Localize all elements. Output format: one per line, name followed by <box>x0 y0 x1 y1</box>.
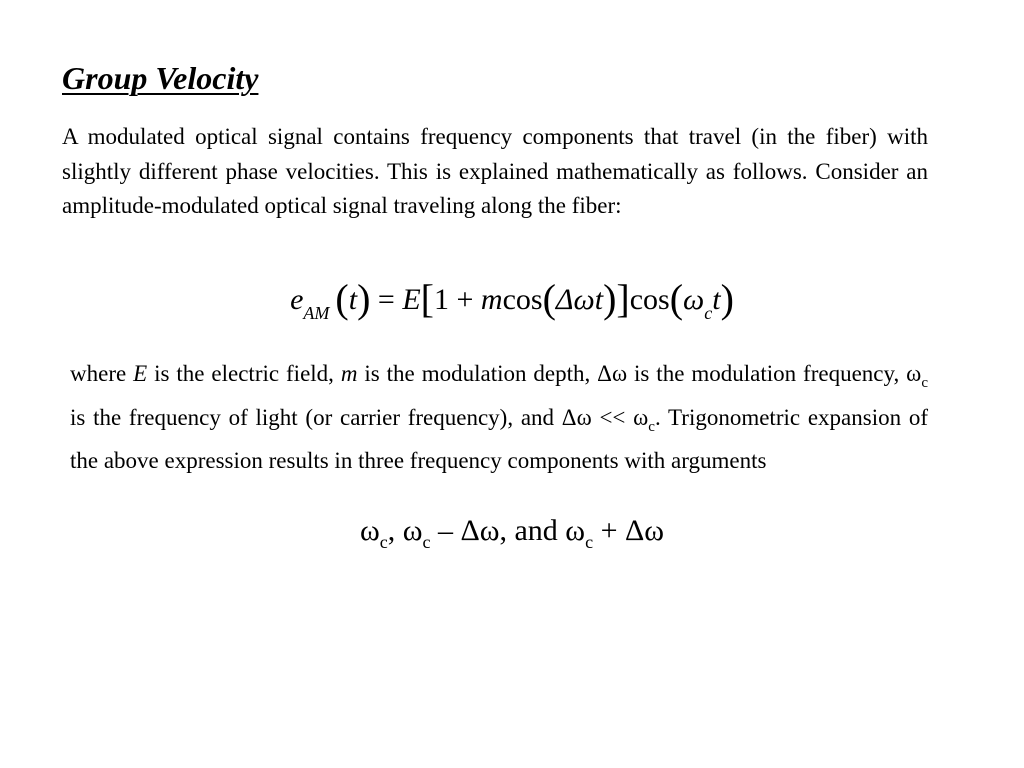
eq-bracket: [ <box>420 276 434 321</box>
eq-paren: ) <box>720 276 734 321</box>
explanation-paragraph <box>70 357 928 479</box>
eq-paren: ) <box>603 276 617 321</box>
eq-delta-omega: Δω <box>555 283 595 316</box>
eq-omega-subscript: c <box>704 303 713 323</box>
text-run: where <box>70 361 134 386</box>
symbol-E: E <box>133 361 148 386</box>
eq2-subscript: c <box>585 532 594 552</box>
slide-title: Group Velocity <box>62 60 259 96</box>
eq-equals: = <box>370 283 403 316</box>
eq-m: m <box>480 283 503 316</box>
eq2-text: – Δω, and ω <box>430 514 586 547</box>
frequency-components-equation <box>0 508 1024 565</box>
eq2-subscript: c <box>422 532 431 552</box>
eq-e: e <box>290 283 304 316</box>
eq-plus: + <box>449 283 481 316</box>
eq-bracket: ] <box>616 276 630 321</box>
text-run: is the modulation depth, Δω is the modulation frequency, ω <box>357 361 922 386</box>
eq-e-subscript: AM <box>303 303 330 323</box>
eq-cos: cos <box>502 283 543 316</box>
text-run: is the electric field, <box>147 361 341 386</box>
symbol-m: m <box>340 361 358 386</box>
intro-paragraph: A modulated optical signal contains frequency components that travel (in the fiber) with slightly different phase velocities. This is explained mathematically as follows. Consider an amplitude-modulated optical signal traveling along the fiber: <box>62 124 928 218</box>
eq-t: t <box>594 283 604 316</box>
subscript-c: c <box>648 418 655 435</box>
text-run: . Trigonometric expansion of the above expression results in three frequency components with arguments <box>70 404 928 473</box>
subscript-c: c <box>921 375 928 391</box>
text-run: is the frequency of light (or carrier frequency), and Δω << ω <box>70 404 649 430</box>
eq-paren: ) <box>357 276 371 321</box>
eq-paren: ( <box>542 276 556 321</box>
eq-cos: cos <box>629 283 670 316</box>
eq-t: t <box>348 283 358 316</box>
eq-t: t <box>712 283 721 316</box>
am-signal-equation <box>0 274 1024 338</box>
eq-E: E <box>402 283 421 316</box>
eq-one: 1 <box>434 283 449 316</box>
eq-omega: ω <box>683 283 705 316</box>
eq-paren: ( <box>669 276 684 321</box>
eq2-text: + Δω <box>593 514 665 547</box>
eq2-subscript: c <box>379 532 388 552</box>
eq2-omega: ω <box>359 514 380 547</box>
eq-paren: ( <box>335 276 349 321</box>
eq2-text: , ω <box>387 514 423 547</box>
